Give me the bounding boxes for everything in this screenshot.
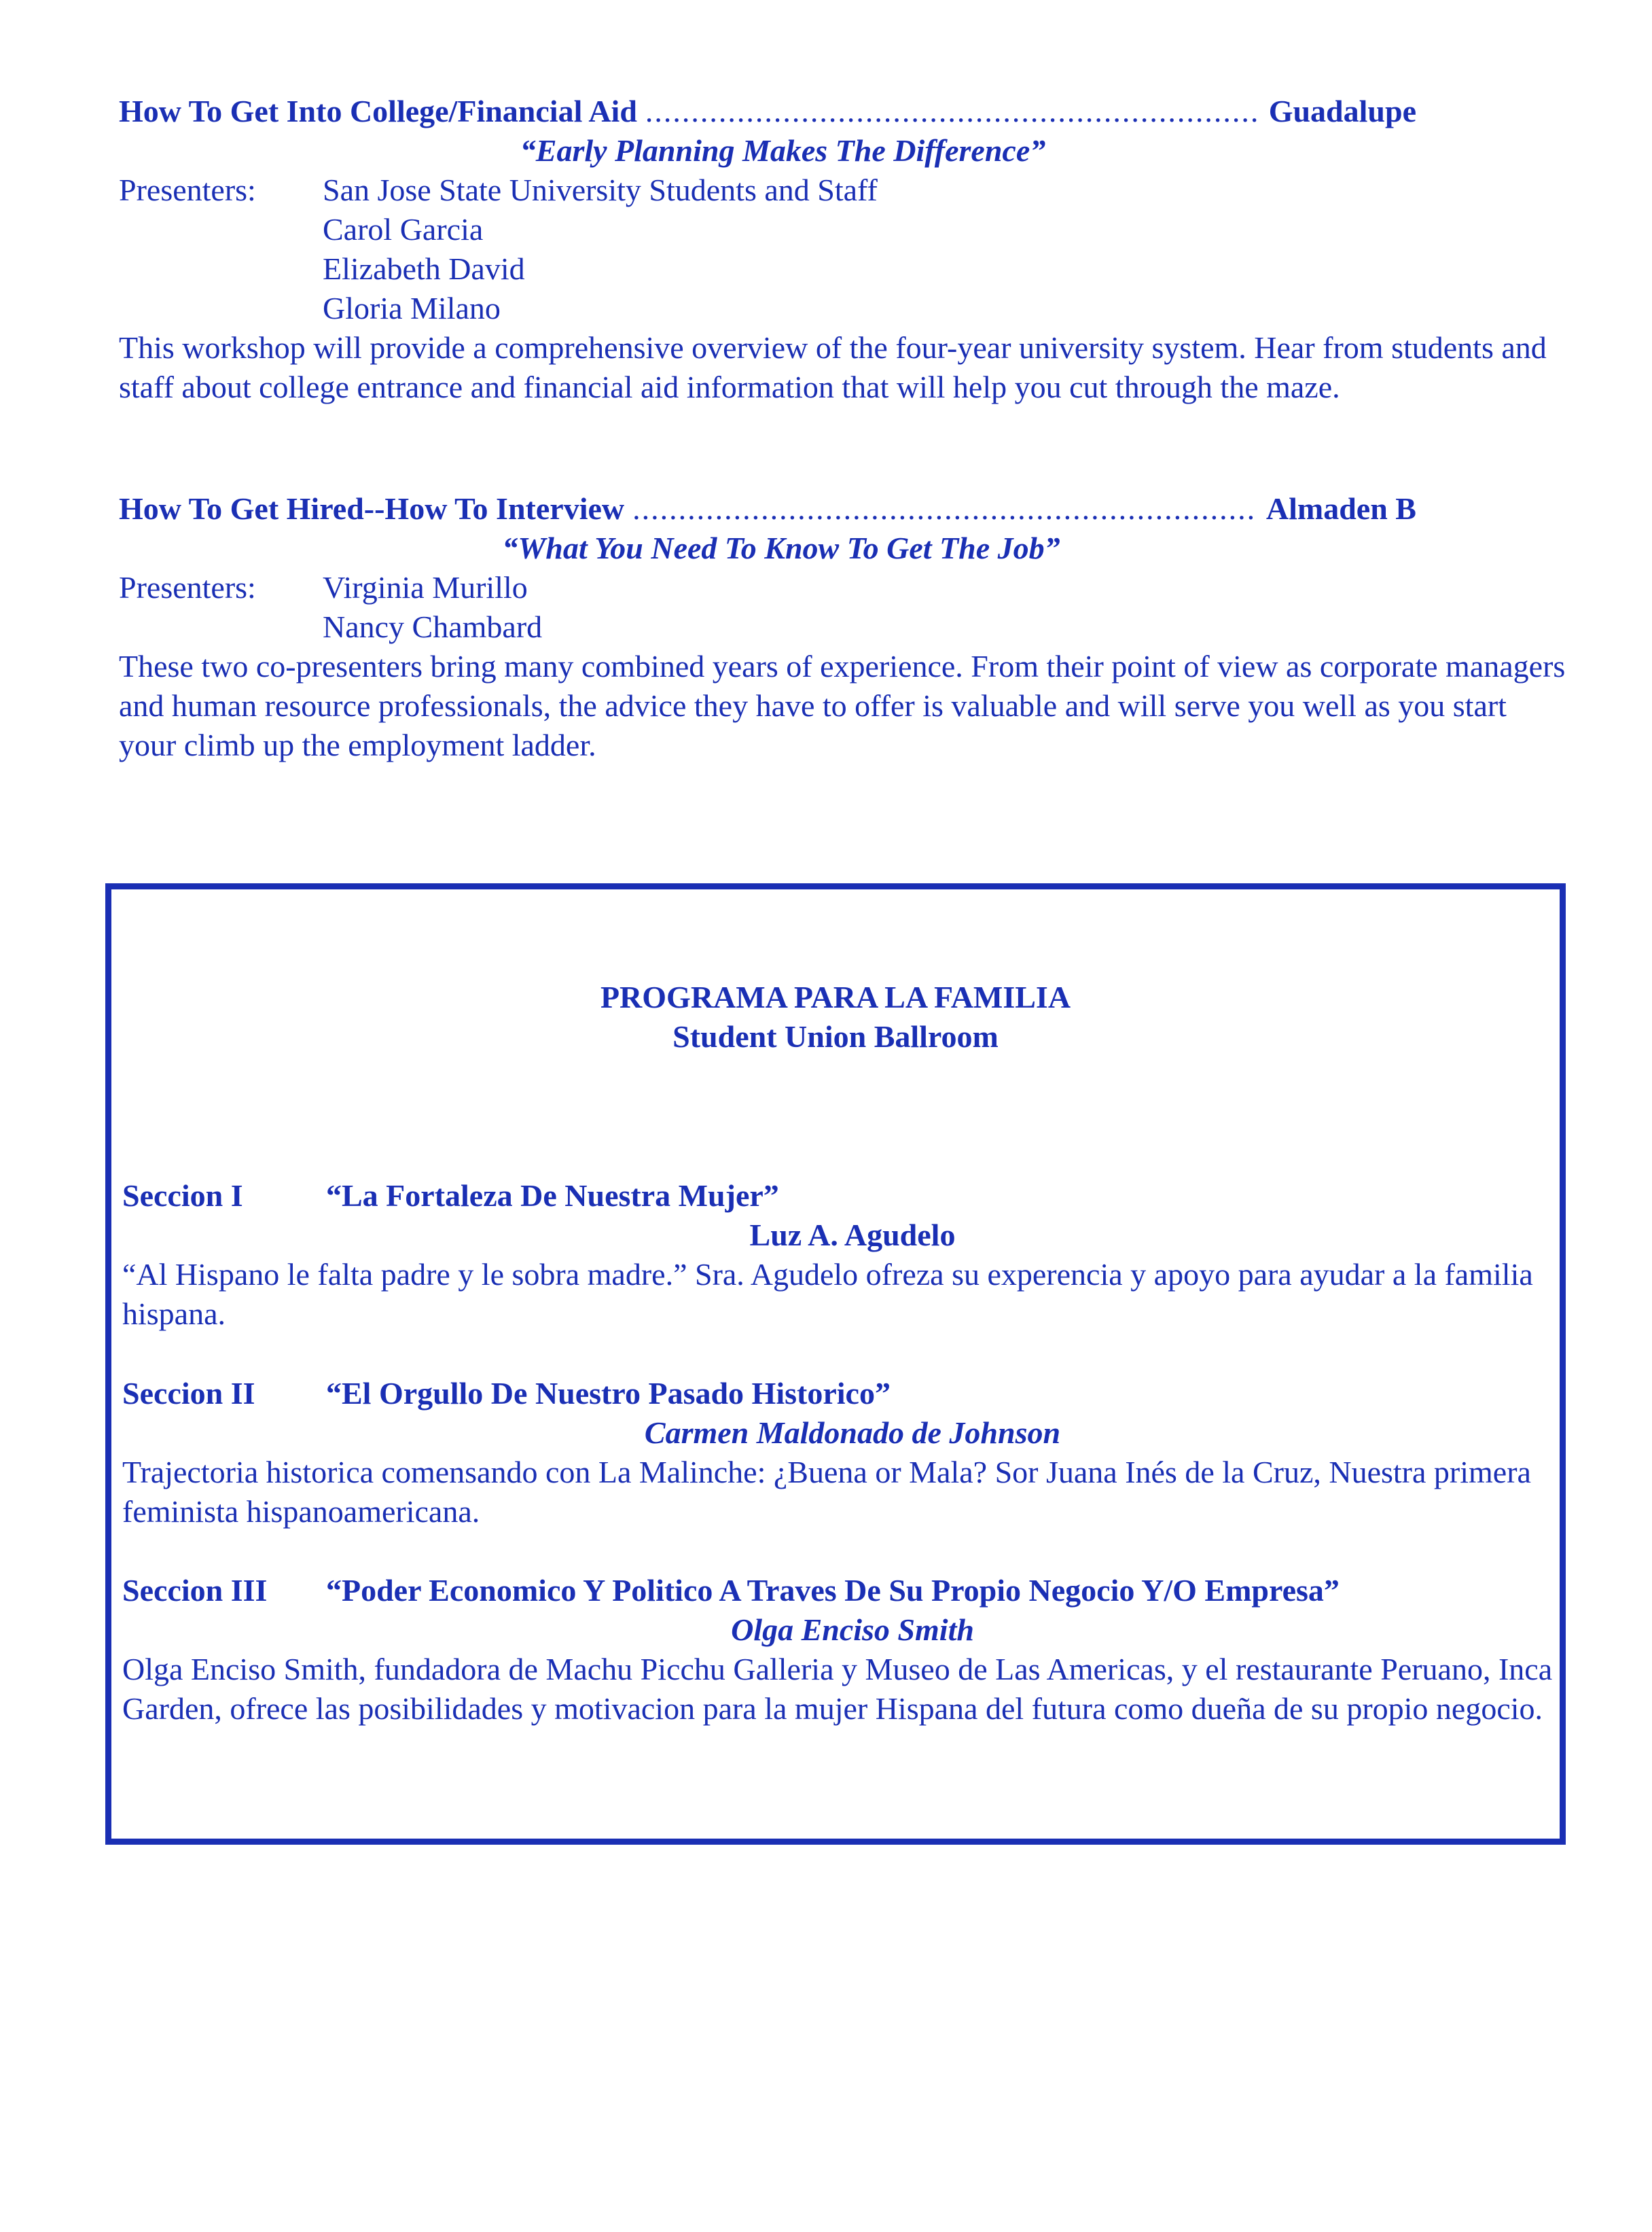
programa-location: Student Union Ballroom bbox=[672, 1019, 999, 1054]
presenter-name: Nancy Chambard bbox=[323, 609, 543, 644]
dot-leader bbox=[632, 489, 1258, 529]
workshop-subtitle: “What You Need To Know To Get The Job” bbox=[502, 531, 1060, 565]
section-title: “El Orgullo De Nuestro Pasado Historico” bbox=[326, 1376, 891, 1411]
presenter-name: San Jose State University Students and Staff bbox=[323, 173, 878, 207]
programa-box-inner bbox=[122, 889, 1553, 1839]
workshop-title: How To Get Hired--How To Interview bbox=[119, 491, 625, 526]
presenter-name: Virginia Murillo bbox=[323, 570, 528, 605]
section-description: Trajectoria historica comensando con La Malinche: ¿Buena or Mala? Sor Juana Inés de la Cruz, Nuestra primera feminista hispanoamericana. bbox=[122, 1455, 1531, 1529]
section-description: Olga Enciso Smith, fundadora de Machu Picchu Galleria y Museo de Las Americas, y el restaurante Peruano, Inca Garden, ofrece las posibilidades y motivacion para la mujer Hispana del futura como dueña de su propio negocio. bbox=[122, 1652, 1553, 1726]
workshop-presenters bbox=[119, 568, 1566, 647]
workshop-title-row bbox=[119, 92, 1416, 131]
workshop-presenters bbox=[119, 171, 1566, 328]
presenter-name: Carol Garcia bbox=[323, 212, 484, 247]
presenters-label: Presenters: bbox=[119, 570, 256, 605]
workshop-room: Guadalupe bbox=[1268, 94, 1416, 128]
workshop-title-row bbox=[119, 489, 1416, 529]
workshop-college-financial-aid bbox=[119, 92, 1566, 407]
section-description: “Al Hispano le falta padre y le sobra madre.” Sra. Agudelo ofreza su experencia y apoyo para ayudar a la familia hispana. bbox=[122, 1257, 1533, 1331]
workshop-description: This workshop will provide a comprehensive overview of the four-year university system. Hear from students and staff about college entrance and financial aid information that will help you cut through the maze. bbox=[119, 330, 1547, 404]
presenters-list bbox=[323, 171, 878, 328]
section-heading bbox=[122, 1571, 1556, 1610]
programa-section bbox=[122, 1176, 1556, 1334]
section-speaker: Luz A. Agudelo bbox=[749, 1218, 956, 1252]
section-label: Seccion II bbox=[122, 1376, 255, 1411]
programa-title: PROGRAMA PARA LA FAMILIA bbox=[600, 980, 1071, 1014]
programa-heading bbox=[122, 978, 1549, 1057]
section-speaker: Carmen Maldonado de Johnson bbox=[644, 1415, 1061, 1450]
section-title: “La Fortaleza De Nuestra Mujer” bbox=[326, 1178, 779, 1213]
workshop-title: How To Get Into College/Financial Aid bbox=[119, 94, 637, 128]
workshop-subtitle: “Early Planning Makes The Difference” bbox=[520, 133, 1046, 168]
section-heading bbox=[122, 1374, 1556, 1413]
presenter-name: Elizabeth David bbox=[323, 251, 525, 286]
programa-box bbox=[105, 883, 1566, 1845]
presenter-name: Gloria Milano bbox=[323, 291, 501, 325]
section-heading bbox=[122, 1176, 1556, 1216]
presenters-label: Presenters: bbox=[119, 173, 256, 207]
section-title: “Poder Economico Y Politico A Traves De Su Propio Negocio Y/O Empresa” bbox=[326, 1573, 1340, 1608]
presenters-list bbox=[323, 568, 542, 647]
programa-section bbox=[122, 1374, 1556, 1531]
section-label: Seccion I bbox=[122, 1178, 243, 1213]
section-label: Seccion III bbox=[122, 1573, 268, 1608]
dot-leader bbox=[645, 92, 1261, 131]
workshop-room: Almaden B bbox=[1265, 491, 1416, 526]
workshop-get-hired bbox=[119, 489, 1566, 765]
workshop-description: These two co-presenters bring many combined years of experience. From their point of view as corporate managers and human resource professionals, the advice they have to offer is valuable and will serve you well as you start your climb up the employment ladder. bbox=[119, 649, 1566, 762]
programa-section bbox=[122, 1571, 1556, 1729]
section-speaker: Olga Enciso Smith bbox=[731, 1612, 974, 1647]
